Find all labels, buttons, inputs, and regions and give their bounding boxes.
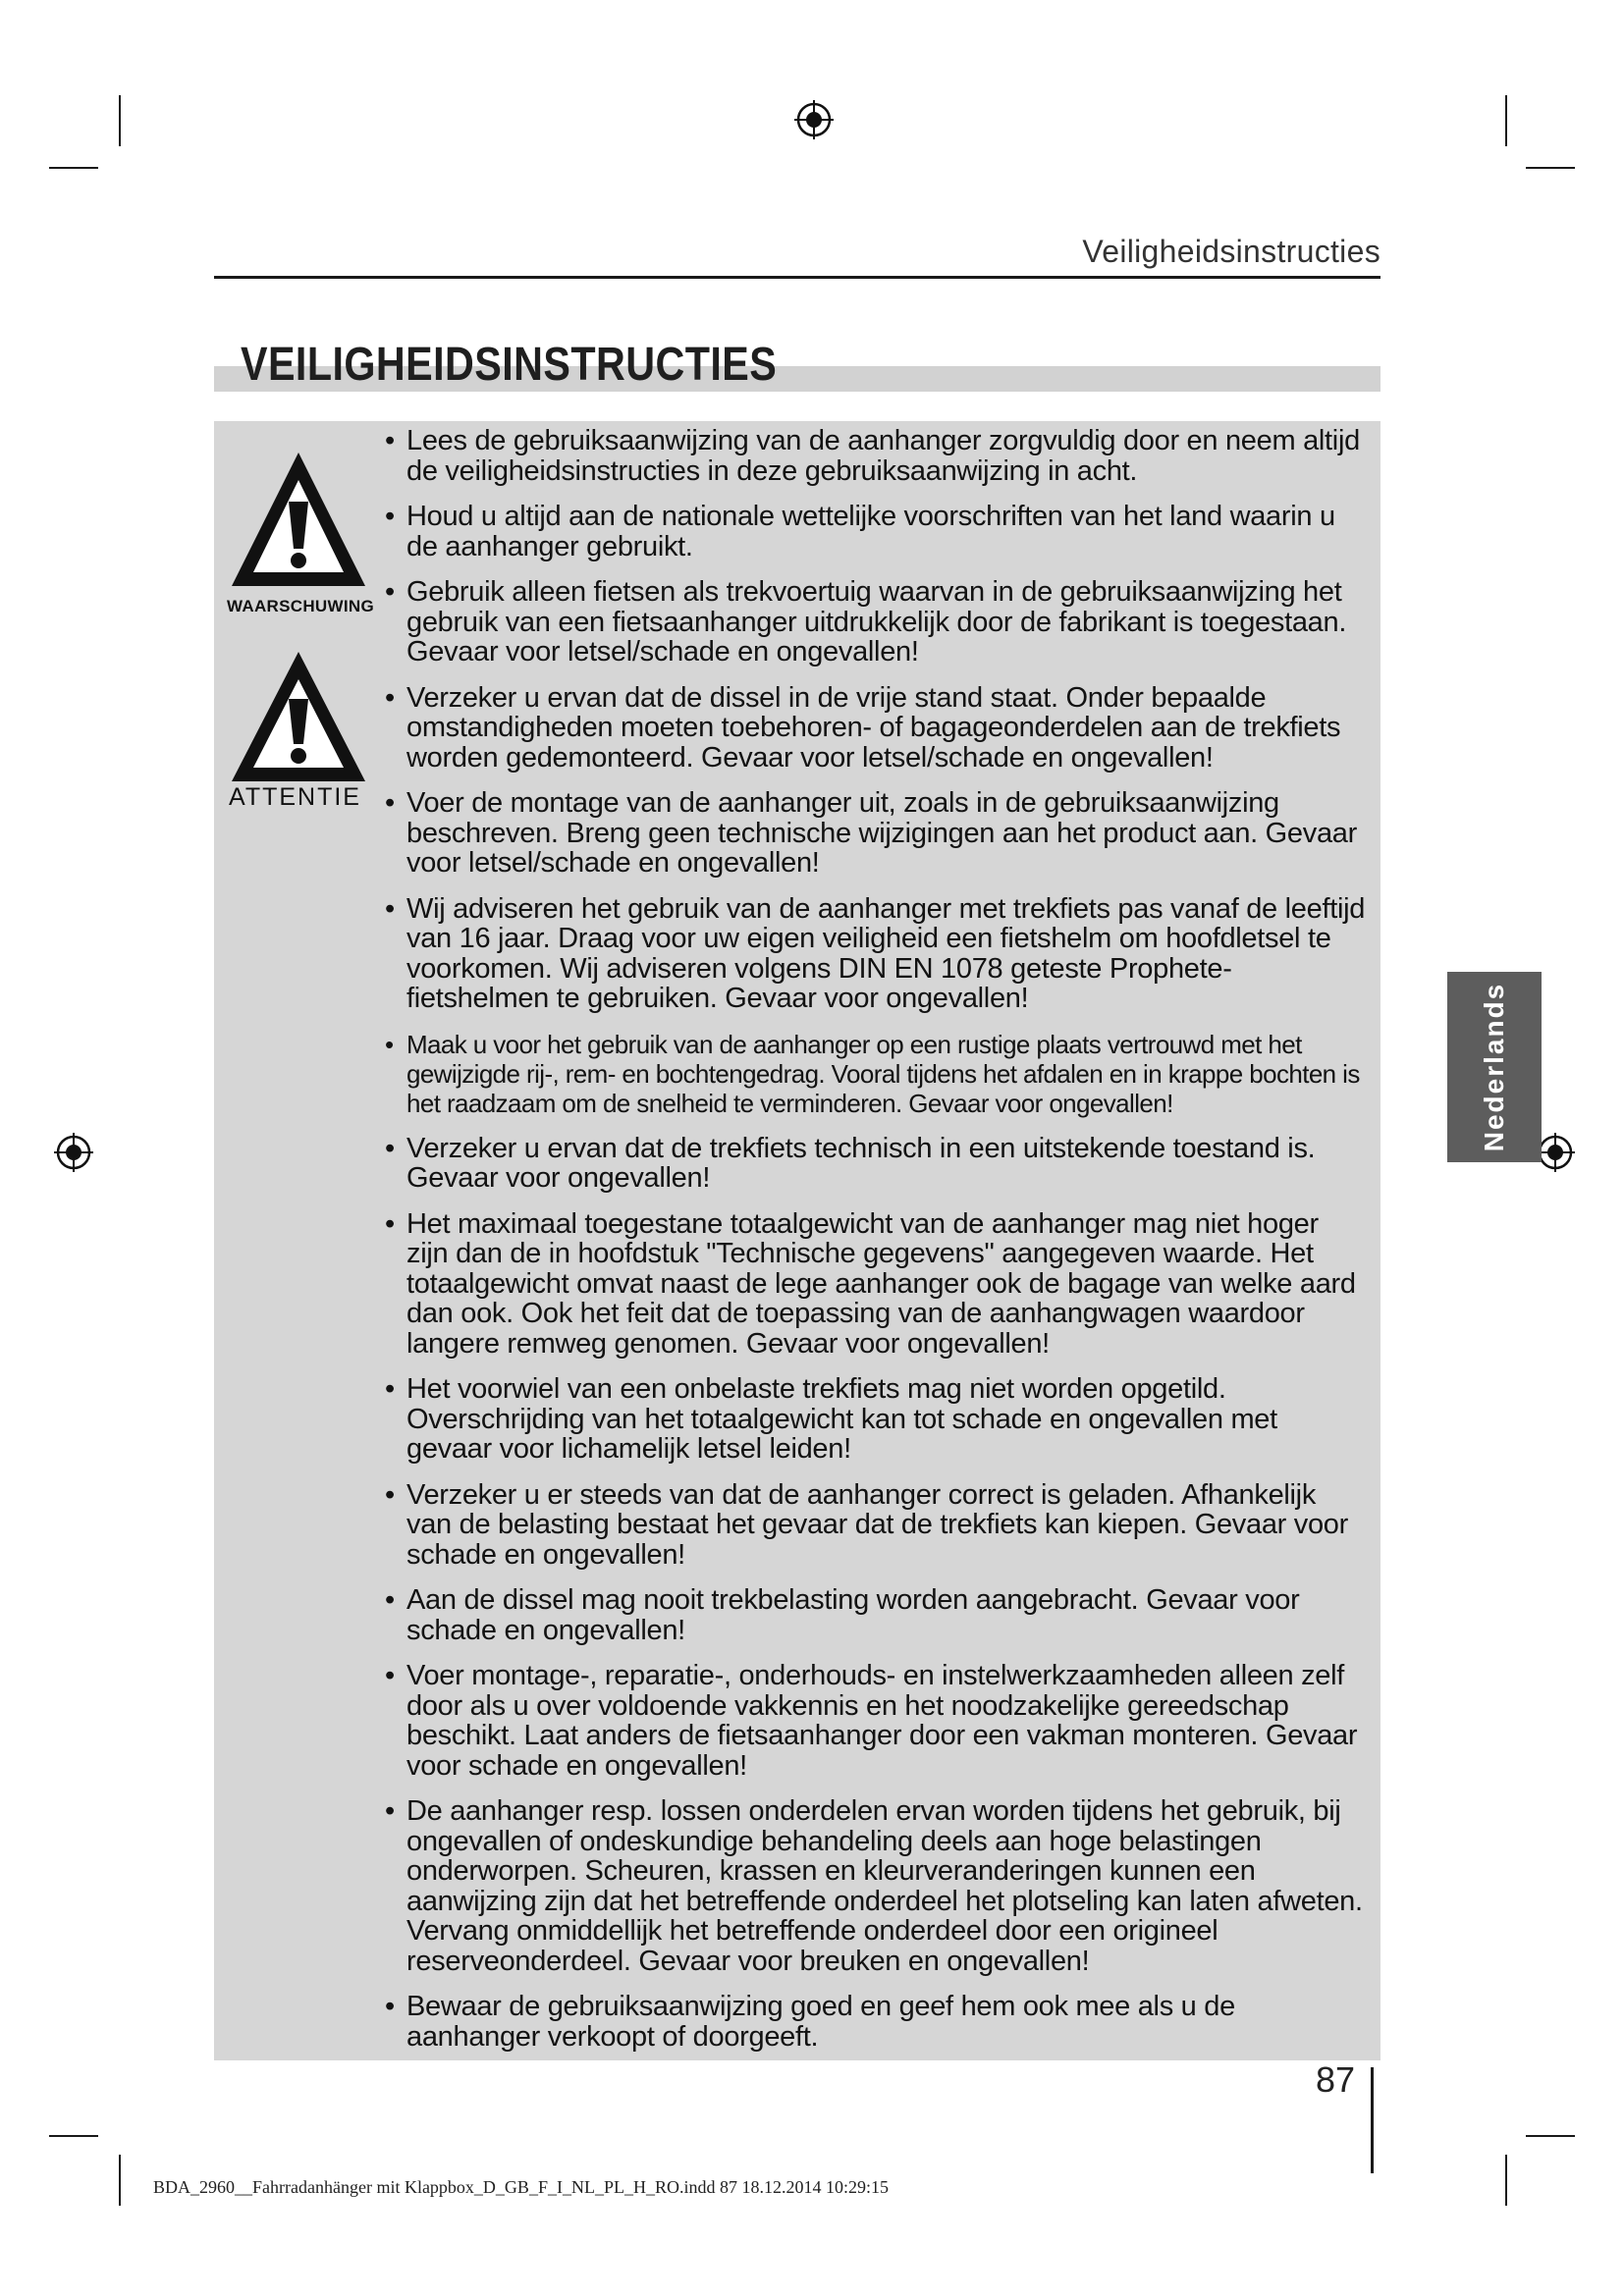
header-rule xyxy=(214,276,1380,279)
registration-mark-icon xyxy=(792,98,836,141)
list-item: • Voer montage-, reparatie-, onderhouds- en instelwerkzaamheden alleen zelf door als u over voldoende vakkennis en het noodzakelijke gereedschap beschikt. Laat anders de fietsaanhanger door een vakman monteren. Gevaar voor schade en ongevallen! xyxy=(385,1661,1367,1781)
list-item: • Lees de gebruiksaanwijzing van de aanhanger zorgvuldig door en neem altijd de veiligheidsinstructies in deze gebruiksaanwijzing in acht. xyxy=(385,426,1367,486)
crop-mark xyxy=(49,2135,98,2137)
print-slug: BDA_2960__Fahrradanhänger mit Klappbox_D_GB_F_I_NL_PL_H_RO.indd 87 18.12.2014 10:29:15 xyxy=(153,2177,889,2197)
list-item: • Verzeker u ervan dat de dissel in de vrije stand staat. Onder bepaalde omstandigheden moeten toebehoren- of bagageonderdelen aan de trekfiets worden gedemonteerd. Gevaar voor letsel/schade en ongevallen! xyxy=(385,683,1367,774)
list-item: • Verzeker u er steeds van dat de aanhanger correct is geladen. Afhankelijk van de belasting bestaat het gevaar dat de trekfiets kan kiepen. Gevaar voor schade en ongevallen! xyxy=(385,1480,1367,1571)
list-item: • Het voorwiel van een onbelaste trekfiets mag niet worden opgetild. Overschrijding van het totaalgewicht kan tot schade en ongevallen met gevaar voor lichamelijk letsel leiden! xyxy=(385,1374,1367,1465)
list-item: • Wij adviseren het gebruik van de aanhanger met trekfiets pas vanaf de leeftijd van 16 jaar. Draag voor uw eigen veiligheid een fietshelm om hoofdletsel te voorkomen. Wij adviseren volgens DIN EN 1078 geteste Prophete-fietshelmen te gebruiken. Gevaar voor ongevallen! xyxy=(385,894,1367,1014)
crop-mark xyxy=(49,167,98,169)
list-item: • Aan de dissel mag nooit trekbelasting worden aangebracht. Gevaar voor schade en ongevallen! xyxy=(385,1585,1367,1645)
safety-instructions-list xyxy=(385,426,1367,2067)
list-item: • Bewaar de gebruiksaanwijzing goed en geef hem ook mee als u de aanhanger verkoopt of doorgeeft. xyxy=(385,1992,1367,2052)
crop-mark xyxy=(119,2155,121,2206)
page-number-rule xyxy=(1371,2067,1374,2173)
section-title: VEILIGHEIDSINSTRUCTIES xyxy=(241,339,778,391)
list-item: • Gebruik alleen fietsen als trekvoertuig waarvan in de gebruiksaanwijzing het gebruik van een fietsaanhanger uitdrukkelijk door de fabrikant is toegestaan. Gevaar voor letsel/schade en ongevallen! xyxy=(385,577,1367,667)
list-item: • Maak u voor het gebruik van de aanhanger op een rustige plaats vertrouwd met het gewijzigde rij-, rem- en bochtengedrag. Vooral tijdens het afdalen en in krappe bochten is het raadzaam om de snelheid te verminderen. Gevaar voor ongevallen! xyxy=(385,1030,1367,1118)
crop-mark xyxy=(1505,2155,1507,2206)
running-header-title: Veiligheidsinstructies xyxy=(1082,234,1380,269)
crop-mark xyxy=(1505,95,1507,146)
warning-label: WAARSCHUWING xyxy=(227,597,374,615)
crop-mark xyxy=(1526,167,1575,169)
warning-triangle-icon xyxy=(226,447,371,594)
crop-mark xyxy=(119,95,121,146)
attention-label: ATTENTIE xyxy=(229,783,361,811)
page-number: 87 xyxy=(1315,2059,1355,2100)
list-item: • Verzeker u ervan dat de trekfiets technisch in een uitstekende toestand is. Gevaar voor ongevallen! xyxy=(385,1134,1367,1194)
registration-mark-icon xyxy=(52,1131,95,1174)
list-item: • De aanhanger resp. lossen onderdelen ervan worden tijdens het gebruik, bij ongevallen of ondeskundige behandeling deels aan hoge belastingen onderworpen. Scheuren, krassen en kleurveranderingen kunnen een aanwijzing zijn dat het betreffende onderdeel het plotseling kan laten afweten. Vervang onmiddellijk het betreffende onderdeel door een origineel reserveonderdeel. Gevaar voor breuken en ongevallen! xyxy=(385,1796,1367,1976)
attention-triangle-icon xyxy=(226,648,371,787)
list-item: • Voer de montage van de aanhanger uit, zoals in de gebruiksaanwijzing beschreven. Breng geen technische wijzigingen aan het product aan. Gevaar voor letsel/schade en ongevallen! xyxy=(385,788,1367,879)
language-tab-label: Nederlands xyxy=(1479,982,1509,1152)
list-item: • Het maximaal toegestane totaalgewicht van de aanhanger mag niet hoger zijn dan de in hoofdstuk "Technische gegevens" aangegeven waarde. Het totaalgewicht omvat naast de lege aanhanger ook de bagage van welke aard dan ook. Ook het feit dat de toepassing van de aanhangwagen waardoor langere remweg genomen. Gevaar voor ongevallen! xyxy=(385,1209,1367,1360)
list-item: • Houd u altijd aan de nationale wettelijke voorschriften van het land waarin u de aanhanger gebruikt. xyxy=(385,502,1367,561)
crop-mark xyxy=(1526,2135,1575,2137)
